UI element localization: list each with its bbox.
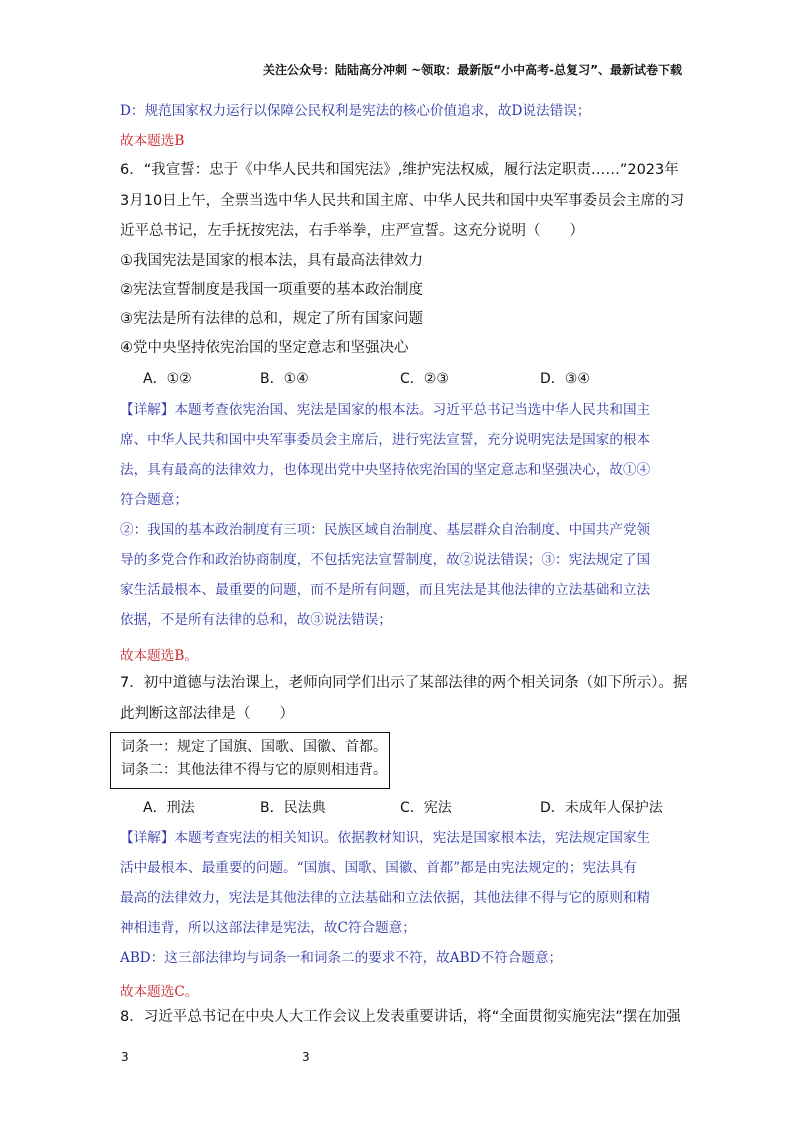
footer-page-number-left: 3 [121, 1050, 129, 1064]
q6-explain-line-1: 【详解】本题考查依宪治国、宪法是国家的根本法。习近平总书记当选中华人民共和国主 [120, 402, 651, 418]
q7-option-a: A．刑法 [143, 800, 195, 816]
q6-explain-line-8: 依据，不是所有法律的总和，故③说法错误； [120, 612, 392, 628]
q6-stem-line-2: 3月10日上午，全票当选中华人民共和国主席、中华人民共和国中央军事委员会主席的习 [120, 193, 685, 209]
q8-stem-line-1: 8．习近平总书记在中央人大工作会议上发表重要讲话，将“全面贯彻实施宪法”摆在加强 [120, 1009, 681, 1025]
q6-answer: 故本题选B。 [120, 648, 198, 664]
footer-page-number-center: 3 [302, 1050, 310, 1064]
q6-option-b: B．①④ [260, 371, 309, 387]
q6-option-c: C．②③ [400, 371, 449, 387]
q7-explain-line-3: 最高的法律效力，宪法是其他法律的立法基础和立法依据，其他法律不得与它的原则和精 [120, 890, 651, 906]
q7-explain-line-2: 活中最根本、最重要的问题。“国旗、国歌、国徽、首都”都是由宪法规定的；宪法具有 [120, 860, 637, 876]
q6-explain-line-5: ②：我国的基本政治制度有三项：民族区域自治制度、基层群众自治制度、中国共产党领 [120, 522, 651, 538]
q7-explain-line-5: ABD：这三部法律均与词条一和词条二的要求不符，故ABD不符合题意； [120, 950, 563, 966]
q7-option-d: D．未成年人保护法 [540, 800, 663, 816]
q7-entry-box [110, 732, 390, 789]
q6-item-3: ③宪法是所有法律的总和，规定了所有国家问题 [120, 311, 423, 327]
q6-stem-line-3: 近平总书记，左手抚按宪法，右手举拳，庄严宣誓。这充分说明（ ） [120, 223, 584, 239]
q5-answer: 故本题选B [120, 133, 185, 149]
q6-item-4: ④党中央坚持依宪治国的坚定意志和坚强决心 [120, 340, 409, 356]
q7-answer: 故本题选C。 [120, 984, 199, 1000]
q6-explain-line-7: 家生活最根本、最重要的问题，而不是所有问题，而且宪法是其他法律的立法基础和立法 [120, 582, 651, 598]
page-header: 关注公众号：陆陆高分冲刺 ~领取：最新版“小中高考-总复习”、最新试卷下载 [263, 63, 682, 77]
q6-explain-line-6: 导的多党合作和政治协商制度，不包括宪法宣誓制度，故②说法错误；③：宪法规定了国 [120, 552, 651, 568]
q6-explain-line-2: 席、中华人民共和国中央军事委员会主席后，进行宪法宣誓，充分说明宪法是国家的根本 [120, 432, 651, 448]
q7-stem-line-2: 此判断这部法律是（ ） [120, 706, 294, 722]
q7-explain-line-4: 神相违背，所以这部法律是宪法，故C符合题意； [120, 920, 416, 936]
q6-item-1: ①我国宪法是国家的根本法，具有最高法律效力 [120, 253, 423, 269]
q7-option-c: C．宪法 [400, 800, 452, 816]
q6-stem-line-1: 6．“我宣誓：忠于《中华人民共和国宪法》,维护宪法权威，履行法定职责……”2023年 [120, 162, 679, 178]
q6-explain-line-4: 符合题意； [120, 492, 188, 508]
q7-entry-2: 词条二：其他法律不得与它的原则相违背。 [121, 762, 387, 778]
q7-entry-1: 词条一：规定了国旗、国歌、国徽、首都。 [121, 739, 387, 755]
q7-explain-line-1: 【详解】本题考查宪法的相关知识。依据教材知识，宪法是国家根本法，宪法规定国家生 [120, 830, 651, 846]
q5-explain-d: D：规范国家权力运行以保障公民权利是宪法的核心价值追求，故D说法错误； [120, 103, 591, 119]
q6-item-2: ②宪法宣誓制度是我国一项重要的基本政治制度 [120, 282, 423, 298]
q6-option-a: A．①② [143, 371, 192, 387]
q6-option-d: D．③④ [540, 371, 590, 387]
q6-explain-line-3: 法，具有最高的法律效力，也体现出党中央坚持依宪治国的坚定意志和坚强决心，故①④ [120, 462, 651, 478]
q7-option-b: B．民法典 [260, 800, 326, 816]
q7-stem-line-1: 7．初中道德与法治课上，老师向同学们出示了某部法律的两个相关词条（如下所示）。据 [120, 675, 688, 691]
